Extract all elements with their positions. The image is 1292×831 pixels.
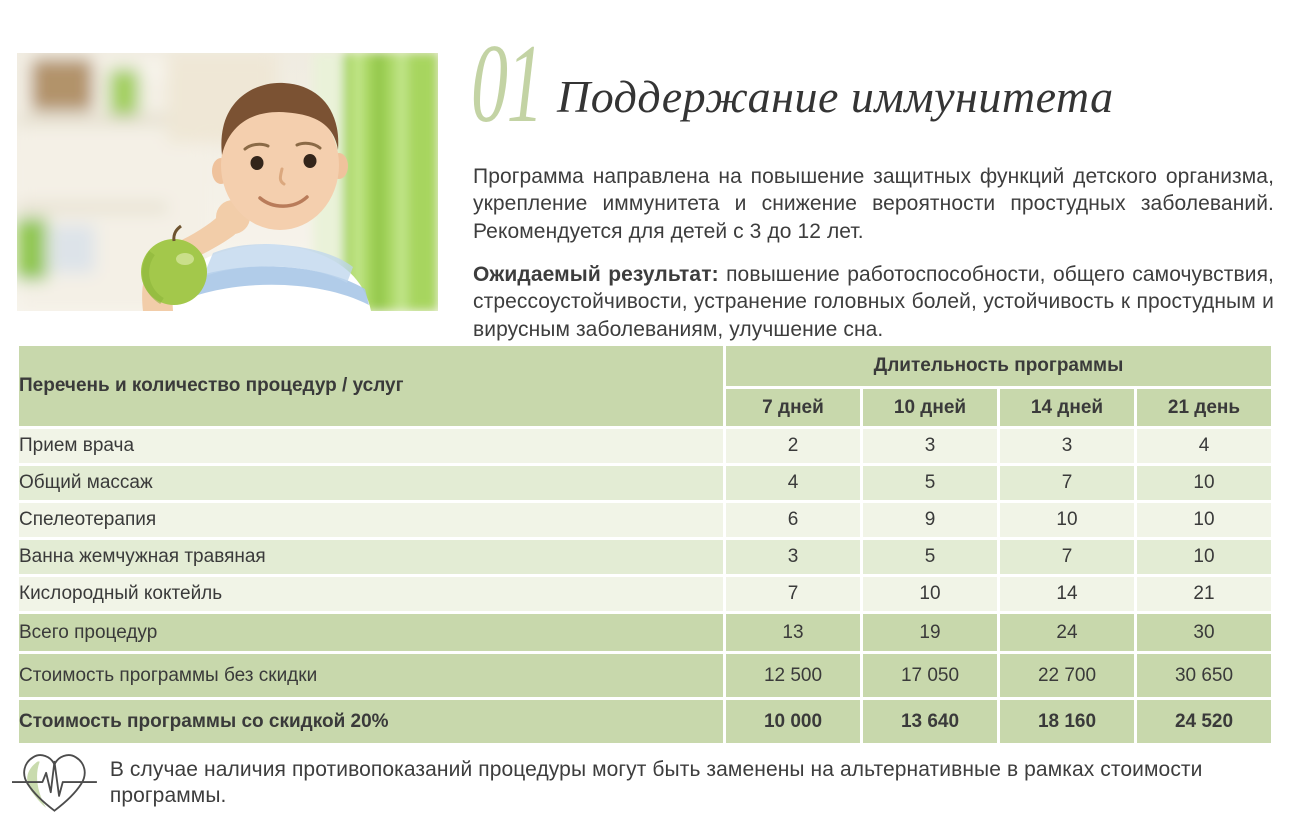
row-value: 10 000: [726, 700, 860, 743]
footer-note-text: В случае наличия противопоказаний процедуры могут быть заменены на альтернативные в рамках стоимости программы.: [109, 757, 1203, 807]
row-label: Спелеотерапия: [19, 503, 723, 537]
row-value: 21: [1137, 577, 1271, 611]
row-value: 9: [863, 503, 997, 537]
row-value: 3: [1000, 429, 1134, 463]
row-value: 4: [1137, 429, 1271, 463]
row-label: Кислородный коктейль: [19, 577, 723, 611]
heart-pulse-icon: [12, 748, 97, 818]
table-row: [19, 577, 1271, 611]
row-label: Ванна жемчужная травяная: [19, 540, 723, 574]
expected-result: [473, 261, 1274, 343]
program-title: Поддержание иммунитета: [557, 71, 1114, 122]
expected-result-label: Ожидаемый результат:: [473, 263, 719, 286]
duration-column-header: 7 дней: [726, 389, 860, 426]
row-value: 10: [1137, 503, 1271, 537]
row-label: Стоимость программы без скидки: [19, 654, 723, 697]
program-intro: Программа направлена на повышение защитных функций детского организма, укрепление иммунитета и снижение вероятности простудных заболеваний. Рекомендуется для детей с 3 до 12 лет.: [473, 165, 1274, 243]
row-value: 12 500: [726, 654, 860, 697]
table-row: [19, 614, 1271, 651]
program-number: 01: [471, 22, 543, 146]
boy-with-apple-illustration: [17, 53, 438, 311]
table-row: [19, 429, 1271, 463]
table-row: [19, 654, 1271, 697]
row-value: 7: [1000, 540, 1134, 574]
duration-column-header: 21 день: [1137, 389, 1271, 426]
table-row: [19, 540, 1271, 574]
procedures-table: [16, 343, 1274, 746]
table-row: [19, 700, 1271, 743]
table-header-duration: Длительность программы: [726, 346, 1271, 386]
row-label: Стоимость программы со скидкой 20%: [19, 700, 723, 743]
row-value: 24 520: [1137, 700, 1271, 743]
row-value: 24: [1000, 614, 1134, 651]
row-label: Общий массаж: [19, 466, 723, 500]
row-value: 17 050: [863, 654, 997, 697]
row-value: 22 700: [1000, 654, 1134, 697]
duration-column-header: 10 дней: [863, 389, 997, 426]
row-value: 5: [863, 540, 997, 574]
footer-note: [12, 748, 1282, 818]
row-value: 7: [726, 577, 860, 611]
row-value: 10: [863, 577, 997, 611]
row-value: 5: [863, 466, 997, 500]
duration-column-header: 14 дней: [1000, 389, 1134, 426]
row-value: 18 160: [1000, 700, 1134, 743]
row-value: 2: [726, 429, 860, 463]
row-value: 30: [1137, 614, 1271, 651]
row-value: 3: [863, 429, 997, 463]
row-value: 13: [726, 614, 860, 651]
row-value: 6: [726, 503, 860, 537]
row-value: 14: [1000, 577, 1134, 611]
table-row: [19, 503, 1271, 537]
hero-photo: [17, 53, 438, 311]
row-value: 10: [1137, 466, 1271, 500]
row-value: 10: [1137, 540, 1271, 574]
row-value: 7: [1000, 466, 1134, 500]
row-value: 3: [726, 540, 860, 574]
expected-result-text: повышение работоспособности, общего самочувствия, стрессоустойчивости, устранение головных болей, устойчивость к простудным и вирусным заболеваниям, улучшение сна.: [473, 263, 1274, 341]
row-label: Прием врача: [19, 429, 723, 463]
row-value: 10: [1000, 503, 1134, 537]
row-value: 19: [863, 614, 997, 651]
row-value: 30 650: [1137, 654, 1271, 697]
row-value: 13 640: [863, 700, 997, 743]
row-value: 4: [726, 466, 860, 500]
table-header-procedures: Перечень и количество процедур / услуг: [19, 346, 723, 426]
table-row: [19, 466, 1271, 500]
row-label: Всего процедур: [19, 614, 723, 651]
